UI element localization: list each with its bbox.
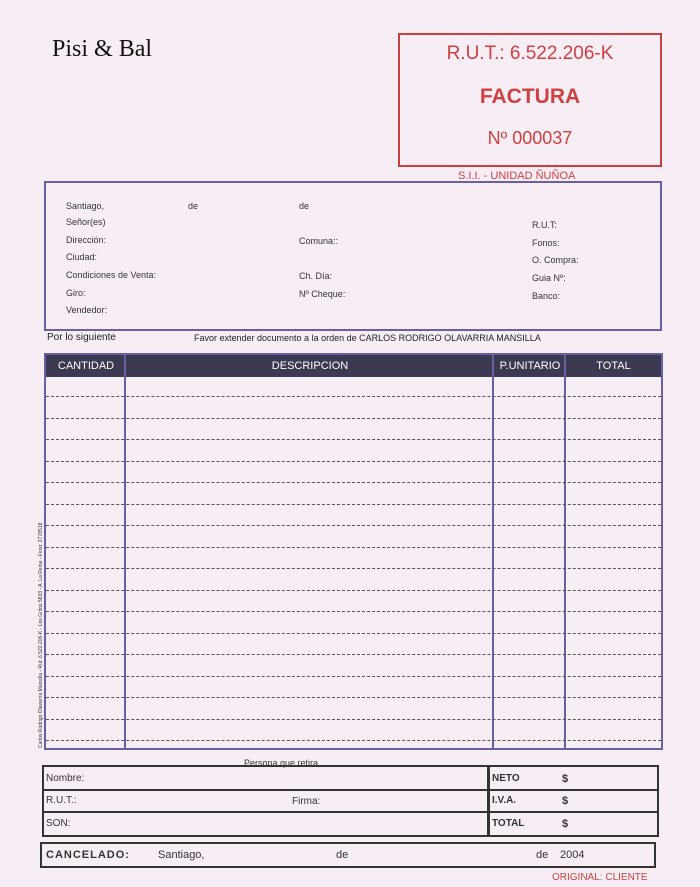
guia-label: Guia Nº:: [532, 273, 566, 283]
neto-label: NETO: [492, 773, 520, 784]
sii-unit: S.I.I. - UNIDAD ÑUÑOA: [458, 170, 576, 182]
row-divider: [489, 789, 657, 791]
row-divider: [44, 789, 488, 791]
compra-label: O. Compra:: [532, 255, 579, 265]
table-row: [46, 504, 661, 505]
table-row: [46, 740, 661, 741]
items-table: [44, 353, 663, 750]
comuna-label: Comuna::: [299, 236, 339, 246]
rut-box: [398, 33, 662, 167]
total-currency: $: [562, 818, 569, 830]
document-type: FACTURA: [479, 85, 581, 108]
table-row: [46, 439, 661, 440]
persona-retira-title: Persona que retira: [240, 758, 322, 768]
cheque-label: Nº Cheque:: [299, 289, 346, 299]
header-cantidad: CANTIDAD: [57, 360, 115, 372]
iva-label: I.V.A.: [492, 795, 517, 806]
de-label-1: de: [188, 201, 199, 211]
side-printer-text: Carlos Rodrigo Olavarría Mansilla - Rut: 6.522.206-K - Los Gritos 5833 - A. La Reina - Fono: 2778518: [38, 522, 44, 748]
table-row: [46, 654, 661, 655]
de-label-2: de: [299, 201, 310, 211]
table-header: [46, 355, 661, 377]
table-row: [46, 611, 661, 612]
firma-label: Firma:: [292, 796, 321, 807]
ch-dia-label: Ch. Día:: [299, 271, 333, 281]
row-divider: [489, 811, 657, 813]
column-divider: [124, 355, 126, 748]
table-row: [46, 396, 661, 397]
column-divider: [492, 355, 494, 748]
table-row: [46, 482, 661, 483]
santiago-label: Santiago,: [66, 201, 105, 211]
direccion-label: Dirección:: [66, 235, 107, 245]
header-total: TOTAL: [596, 360, 631, 372]
giro-label: Giro:: [66, 288, 86, 298]
header-unitario: P.UNITARIO: [499, 360, 561, 372]
por-lo-siguiente: Por lo siguiente: [47, 332, 116, 343]
cancelado-de-2: de: [536, 849, 549, 861]
favor-extender: Favor extender documento a la orden de CARLOS RODRIGO OLAVARRIA MANSILLA: [194, 333, 541, 343]
cancelado-de-1: de: [336, 849, 349, 861]
neto-currency: $: [562, 773, 569, 785]
retiro-rut-label: R.U.T.:: [46, 795, 77, 806]
row-divider: [44, 811, 488, 813]
invoice-number: Nº 000037: [487, 128, 573, 148]
vendedor-label: Vendedor:: [66, 305, 108, 315]
nombre-label: Nombre:: [46, 773, 85, 784]
table-row: [46, 418, 661, 419]
original-cliente: ORIGINAL: CLIENTE: [552, 872, 648, 883]
column-divider: [564, 355, 566, 748]
table-row: [46, 697, 661, 698]
header-descripcion: DESCRIPCION: [271, 360, 349, 372]
total-label: TOTAL: [492, 818, 525, 829]
banco-label: Banco:: [532, 291, 561, 301]
cancelado-santiago: Santiago,: [158, 849, 205, 861]
condiciones-label: Condiciones de Venta:: [66, 270, 157, 280]
table-row: [46, 568, 661, 569]
cancelado-label: CANCELADO:: [46, 849, 130, 861]
table-row: [46, 525, 661, 526]
retiro-box: [42, 765, 490, 837]
cancelado-year: 2004: [560, 849, 585, 861]
table-row: [46, 676, 661, 677]
table-row: [46, 590, 661, 591]
rut-label: R.U.T:: [532, 220, 558, 230]
senor-label: Señor(es): [66, 217, 106, 227]
totals-box: [487, 765, 659, 837]
cancelado-box: [40, 842, 656, 868]
client-info-box: [44, 181, 662, 331]
son-label: SON:: [46, 818, 71, 829]
ciudad-label: Ciudad:: [66, 252, 98, 262]
table-row: [46, 461, 661, 462]
brand-logo-text: Pisi & Bal: [52, 36, 153, 62]
rut-number: R.U.T.: 6.522.206-K: [446, 43, 614, 64]
table-row: [46, 547, 661, 548]
iva-currency: $: [562, 795, 569, 807]
table-row: [46, 633, 661, 634]
fonos-label: Fonos:: [532, 238, 560, 248]
table-row: [46, 719, 661, 720]
